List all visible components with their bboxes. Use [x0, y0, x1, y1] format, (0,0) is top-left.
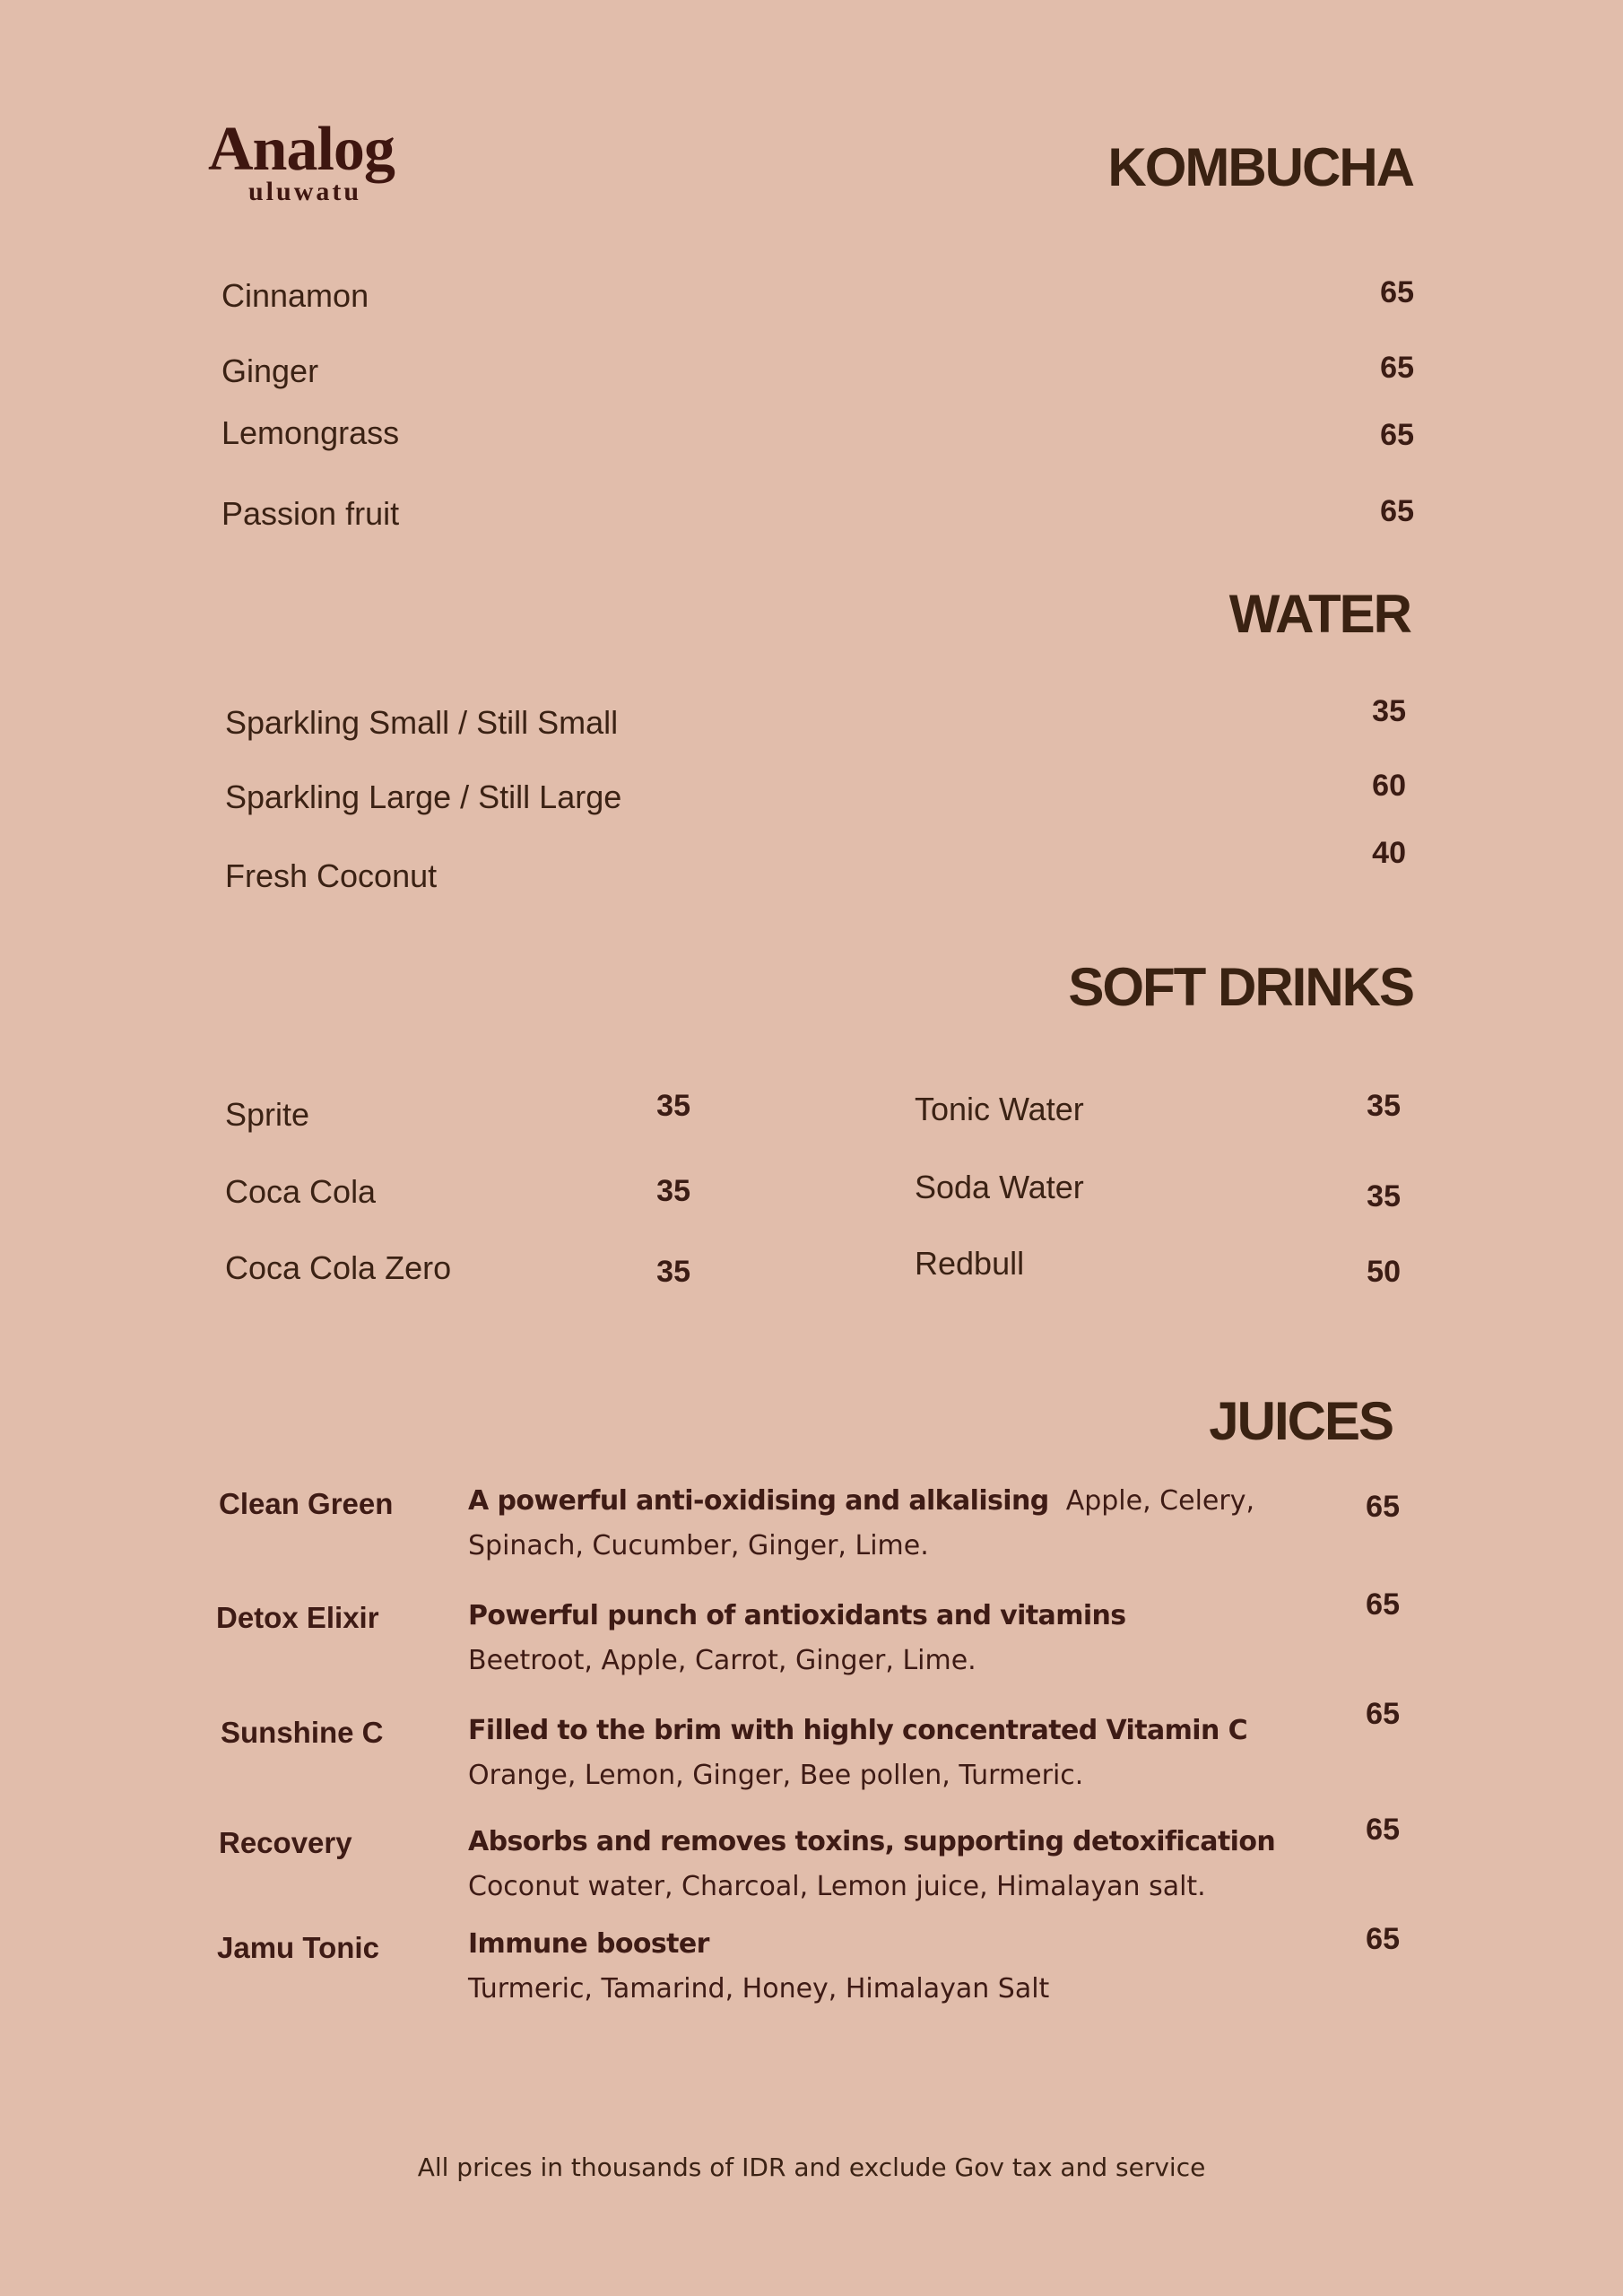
juice-ingredients: Coconut water, Charcoal, Lemon juice, Himalayan salt. — [468, 1871, 1206, 1902]
menu-item-name: Lemongrass — [221, 414, 400, 451]
menu-item-name: Passion fruit — [221, 495, 400, 532]
menu-item-price: 60 — [1372, 769, 1406, 803]
menu-item-name: Ginger — [221, 352, 319, 389]
menu-item-name: Cinnamon — [221, 277, 369, 314]
menu-item-price: 65 — [1380, 351, 1414, 385]
brand-logo: Analog — [208, 115, 395, 184]
juice-ingredients: Apple, Celery, Spinach, Cucumber, Ginger, Lime. — [468, 1485, 1254, 1561]
juice-tagline: Powerful punch of antioxidants and vitamins — [468, 1600, 1126, 1631]
soft-drinks-heading: SOFT DRINKS — [1068, 957, 1413, 1017]
menu-item-name: Coca Cola Zero — [225, 1249, 452, 1286]
juice-tagline: Immune booster — [468, 1928, 709, 1960]
menu-item-price: 35 — [1367, 1089, 1401, 1123]
juices-heading: JUICES — [1209, 1391, 1393, 1451]
menu-item-name: Tonic Water — [915, 1091, 1084, 1127]
menu-item-price: 65 — [1380, 494, 1414, 528]
juice-ingredients: Orange, Lemon, Ginger, Bee pollen, Turmeric. — [468, 1760, 1084, 1791]
kombucha-heading: KOMBUCHA — [1107, 137, 1413, 197]
price-note: All prices in thousands of IDR and exclude Gov tax and service — [417, 2152, 1206, 2182]
juice-price: 65 — [1366, 1697, 1400, 1731]
brand-location: uluwatu — [248, 177, 362, 206]
menu-item-price: 40 — [1372, 836, 1406, 870]
menu-item-name: Sparkling Small / Still Small — [225, 704, 619, 741]
menu-item-price: 35 — [1372, 694, 1406, 728]
water-heading: WATER — [1228, 584, 1410, 644]
juice-ingredients: Turmeric, Tamarind, Honey, Himalayan Salt — [468, 1973, 1050, 2005]
menu-item-name: Sparkling Large / Still Large — [225, 778, 622, 815]
juice-name: Jamu Tonic — [217, 1931, 379, 1964]
juice-description — [468, 1479, 1329, 1569]
juice-price: 65 — [1366, 1490, 1400, 1524]
menu-item-name: Redbull — [915, 1245, 1025, 1282]
juice-ingredients: Beetroot, Apple, Carrot, Ginger, Lime. — [468, 1645, 976, 1676]
menu-item-price: 35 — [656, 1255, 690, 1289]
menu-item-price: 35 — [656, 1174, 690, 1208]
juice-description — [468, 1820, 1329, 1909]
juice-description — [468, 1709, 1329, 1798]
menu-item-price: 65 — [1380, 418, 1414, 452]
menu-item-price: 65 — [1380, 275, 1414, 309]
juice-price: 65 — [1366, 1922, 1400, 1956]
menu-item-name: Sprite — [225, 1096, 310, 1133]
menu-item-name: Coca Cola — [225, 1173, 377, 1210]
juice-tagline: Absorbs and removes toxins, supporting detoxification — [468, 1826, 1276, 1857]
juice-name: Recovery — [219, 1826, 352, 1859]
menu-item-name: Soda Water — [915, 1169, 1084, 1205]
menu-item-name: Fresh Coconut — [225, 857, 438, 894]
juice-price: 65 — [1366, 1587, 1400, 1622]
juice-tagline: A powerful anti-oxidising and alkalising — [468, 1485, 1049, 1517]
juice-name: Sunshine C — [221, 1716, 384, 1749]
juice-name: Detox Elixir — [216, 1601, 379, 1634]
juice-price: 65 — [1366, 1813, 1400, 1847]
menu-item-price: 50 — [1367, 1255, 1401, 1289]
juice-description — [468, 1594, 1329, 1683]
menu-item-price: 35 — [1367, 1179, 1401, 1213]
juice-name: Clean Green — [219, 1487, 394, 1520]
juice-description — [468, 1922, 1329, 2012]
menu-item-price: 35 — [656, 1089, 690, 1123]
juice-tagline: Filled to the brim with highly concentrated Vitamin C — [468, 1715, 1247, 1746]
